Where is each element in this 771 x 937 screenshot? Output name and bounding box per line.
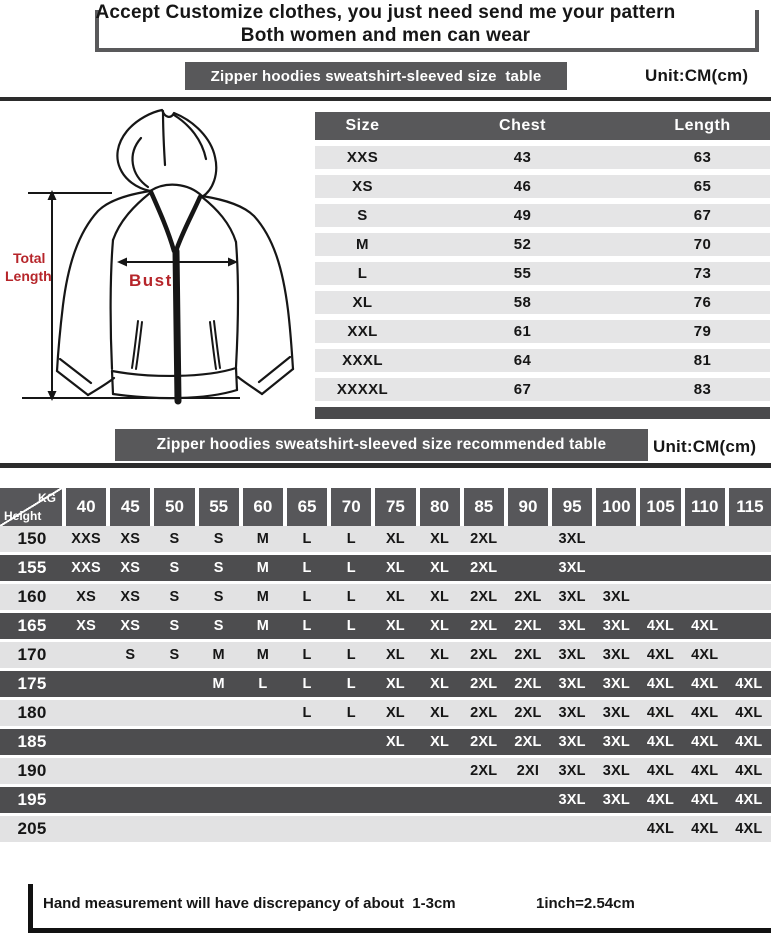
weight-column-header: 90	[508, 488, 548, 526]
recommended-table-row	[0, 787, 771, 813]
recommended-size-cell: 4XL	[735, 821, 763, 837]
size-table-cell: M	[356, 236, 369, 253]
title-line-1: Accept Customize clothes, you just need send me your pattern	[95, 2, 676, 23]
recommended-size-cell: L	[302, 676, 312, 692]
recommended-size-cell: XL	[430, 560, 450, 576]
size-table-cell: 43	[513, 149, 532, 166]
recommended-table-row	[0, 555, 771, 581]
recommended-size-cell: XL	[385, 676, 405, 692]
recommended-size-cell: L	[346, 531, 356, 547]
recommended-size-cell: L	[302, 618, 312, 634]
recommended-size-cell: 2XL	[470, 763, 498, 779]
recommended-size-cell: L	[346, 618, 356, 634]
recommended-size-cell: 3XL	[602, 589, 630, 605]
recommended-size-cell: L	[258, 676, 268, 692]
recommended-size-cell: 2XL	[514, 618, 542, 634]
recommended-size-cell: 4XL	[735, 705, 763, 721]
height-row-label: 185	[17, 732, 47, 751]
size-table-banner: Zipper hoodies sweatshirt-sleeved size table	[185, 62, 567, 90]
recommended-size-cell: 4XL	[646, 792, 675, 808]
recommended-size-cell: M	[212, 676, 225, 692]
measurement-note: Hand measurement will have discrepancy of about 1-3cm	[43, 895, 456, 912]
recommended-size-cell: S	[169, 618, 180, 634]
recommended-table-row	[0, 671, 771, 697]
weight-column-header: 75	[375, 488, 415, 526]
recommended-size-cell: M	[212, 647, 225, 663]
size-table-header-row	[315, 112, 770, 140]
recommended-size-cell: 2XL	[470, 618, 498, 634]
recommended-table-row	[0, 816, 771, 842]
recommended-size-cell: XS	[76, 589, 96, 605]
recommended-size-cell: 4XL	[646, 647, 675, 663]
weight-column-header: 100	[596, 488, 636, 526]
recommended-size-cell: 2XL	[470, 560, 498, 576]
recommended-size-cell: 3XL	[558, 531, 586, 547]
weight-column-header: 45	[110, 488, 150, 526]
recommended-size-cell: 3XL	[602, 676, 630, 692]
size-table-row	[315, 291, 770, 314]
total-length-arrow	[22, 190, 240, 401]
recommended-size-cell: M	[256, 647, 269, 663]
recommended-size-cell: XL	[430, 705, 450, 721]
section-divider	[0, 463, 771, 468]
recommended-size-cell: 2XL	[470, 734, 498, 750]
recommended-size-cell: XL	[430, 589, 450, 605]
size-table-cell: XL	[352, 294, 373, 311]
weight-column-header: 50	[154, 488, 194, 526]
recommended-size-cell: L	[302, 705, 312, 721]
recommended-table-row	[0, 729, 771, 755]
total-length-label-line2: Length	[5, 268, 52, 284]
size-table-cell: 63	[693, 149, 712, 166]
recommended-size-cell: S	[125, 647, 136, 663]
hoodie-outline-icon	[57, 110, 293, 401]
height-row-label: 205	[17, 819, 47, 838]
length-column-header: Length	[674, 117, 731, 134]
height-row-label: 170	[17, 645, 47, 664]
size-table-cell: XXXL	[342, 352, 383, 369]
size-table-cell: 49	[513, 207, 532, 224]
recommended-size-cell: L	[302, 589, 312, 605]
size-table-cell: 65	[693, 178, 712, 195]
recommended-size-cell: L	[302, 647, 312, 663]
size-table-cell: 79	[693, 323, 712, 340]
recommended-size-cell: 2XL	[514, 589, 542, 605]
recommended-size-cell: M	[256, 560, 269, 576]
weight-column-header: 95	[552, 488, 592, 526]
recommended-size-cell: 4XL	[735, 676, 763, 692]
recommended-size-cell: S	[169, 647, 180, 663]
size-table-cell: XXS	[346, 149, 379, 166]
recommended-size-cell: 4XL	[691, 792, 719, 808]
recommended-size-cell: 3XL	[558, 560, 586, 576]
size-table-row	[315, 262, 770, 285]
recommended-size-cell: 4XL	[735, 792, 763, 808]
diagram-labels	[5, 250, 173, 290]
size-table-row	[315, 146, 770, 169]
weight-column-header: 70	[331, 488, 371, 526]
recommended-size-cell: XL	[385, 531, 405, 547]
recommended-size-cell: L	[346, 589, 356, 605]
weight-header-row	[0, 488, 771, 526]
recommended-size-cell: 4XL	[646, 734, 675, 750]
height-row-label: 150	[17, 529, 47, 548]
footer-frame-horizontal-bar	[28, 928, 771, 933]
section-divider	[0, 97, 771, 101]
recommended-size-cell: 3XL	[602, 647, 630, 663]
size-table-cell: 58	[513, 294, 532, 311]
recommended-size-cell: 3XL	[558, 734, 586, 750]
recommended-size-cell: L	[346, 676, 356, 692]
recommended-size-cell: 4XL	[691, 821, 719, 837]
recommended-size-cell: 4XL	[691, 676, 719, 692]
recommended-size-cell: 2XL	[470, 531, 498, 547]
size-table-row	[315, 320, 770, 343]
recommended-table-banner: Zipper hoodies sweatshirt-sleeved size recommended table	[115, 429, 648, 461]
recommended-size-cell: 4XL	[691, 763, 719, 779]
inch-conversion-note: 1inch=2.54cm	[536, 895, 635, 912]
recommended-size-cell: XS	[120, 531, 141, 547]
height-row-label: 160	[17, 587, 47, 606]
recommended-size-cell: 3XL	[558, 647, 586, 663]
recommended-size-cell: M	[256, 531, 269, 547]
recommended-size-cell: XS	[120, 560, 141, 576]
height-row-label: 190	[17, 761, 47, 780]
recommended-size-cell: 2XL	[514, 676, 542, 692]
title-line-2: Both women and men can wear	[240, 25, 531, 46]
weight-column-header: 85	[464, 488, 504, 526]
recommended-size-cell: 2XL	[470, 676, 498, 692]
recommended-size-cell: S	[169, 531, 180, 547]
recommended-size-cell: 4XL	[735, 734, 763, 750]
recommended-size-cell: 3XL	[602, 734, 630, 750]
recommended-size-cell: 4XL	[691, 647, 719, 663]
recommended-size-cell: XS	[76, 618, 96, 634]
size-table-cell: XS	[352, 178, 373, 195]
size-table-cell: 61	[513, 323, 532, 340]
recommended-table-row	[0, 526, 771, 552]
recommended-table-row	[0, 758, 771, 784]
size-table-row	[315, 378, 770, 401]
size-table-cell: XXL	[347, 323, 378, 340]
size-table-cell: XXXXL	[336, 381, 389, 398]
size-table	[315, 112, 770, 419]
recommended-size-cell: S	[213, 618, 224, 634]
recommended-size-cell: S	[213, 560, 224, 576]
recommended-size-cell: XS	[120, 618, 141, 634]
recommended-size-cell: 2XL	[470, 647, 498, 663]
corner-cell	[0, 488, 62, 526]
recommended-size-cell: 3XL	[558, 705, 586, 721]
size-table-row	[315, 233, 770, 256]
recommended-size-cell: 2XL	[470, 589, 498, 605]
recommended-size-cell: 3XL	[558, 763, 586, 779]
recommended-size-cell: 3XL	[558, 589, 586, 605]
recommended-size-cell: 4XL	[646, 676, 675, 692]
recommended-table-row	[0, 642, 771, 668]
recommended-size-cell: 3XL	[602, 792, 630, 808]
recommended-size-cell: XXS	[71, 531, 101, 547]
recommended-size-cell: XL	[385, 705, 405, 721]
weight-column-header: 60	[243, 488, 283, 526]
footer-frame-vertical-bar	[28, 884, 33, 933]
height-row-label: 180	[17, 703, 47, 722]
size-table-cell: 46	[513, 178, 532, 195]
recommended-size-cell: XL	[430, 618, 450, 634]
recommended-size-cell: 4XL	[691, 705, 719, 721]
height-corner-label: Height	[4, 509, 42, 523]
recommended-size-cell: 4XL	[646, 821, 675, 837]
recommended-size-cell: S	[213, 589, 224, 605]
height-row-label: 165	[17, 616, 47, 635]
recommended-size-cell: M	[256, 618, 269, 634]
size-table-cell: 55	[513, 265, 532, 282]
recommended-size-cell: S	[169, 589, 180, 605]
size-table-row	[315, 204, 770, 227]
recommended-size-cell: L	[346, 705, 356, 721]
size-table-cell: 67	[693, 207, 712, 224]
size-table-cell: S	[357, 207, 368, 224]
size-table-cell: 81	[693, 352, 712, 369]
size-table-row	[315, 175, 770, 198]
recommended-size-cell: 2XL	[514, 734, 542, 750]
recommended-size-cell: L	[302, 531, 312, 547]
recommended-size-cell: XL	[385, 734, 405, 750]
weight-column-header: 40	[66, 488, 106, 526]
recommended-size-cell: 2XI	[516, 763, 540, 779]
recommended-size-cell: M	[256, 589, 269, 605]
recommended-size-cell: 3XL	[558, 676, 586, 692]
hoodie-measurement-diagram	[0, 105, 315, 425]
weight-column-header: 110	[685, 488, 725, 526]
hoodie-diagram-icon	[0, 105, 315, 425]
size-table-cell: L	[357, 265, 368, 282]
recommended-size-cell: 4XL	[735, 763, 763, 779]
weight-column-header: 65	[287, 488, 327, 526]
recommended-size-cell: S	[169, 560, 180, 576]
recommended-size-cell: 4XL	[691, 734, 719, 750]
recommended-size-cell: XS	[120, 589, 141, 605]
recommended-size-cell: 3XL	[602, 763, 630, 779]
weight-column-header: 105	[640, 488, 680, 526]
bust-label: Bust	[129, 271, 173, 290]
recommended-size-cell: 2XL	[514, 647, 542, 663]
recommended-size-cell: 4XL	[646, 705, 675, 721]
recommended-size-cell: XL	[385, 647, 405, 663]
size-column-header: Size	[345, 117, 380, 134]
size-table-cell: 76	[693, 294, 712, 311]
size-table-row	[315, 349, 770, 372]
recommended-size-cell: 3XL	[602, 618, 630, 634]
recommended-table-unit-label: Unit:CM(cm)	[653, 437, 757, 456]
size-table-unit-label: Unit:CM(cm)	[645, 66, 749, 85]
recommended-size-cell: 4XL	[691, 618, 719, 634]
size-table-cell: 83	[693, 381, 712, 398]
weight-column-header: 55	[199, 488, 239, 526]
recommended-size-cell: 4XL	[646, 618, 675, 634]
recommended-table-row	[0, 700, 771, 726]
recommended-size-cell: 3XL	[602, 705, 630, 721]
total-length-label-line1: Total	[13, 250, 46, 266]
recommended-size-cell: L	[346, 560, 356, 576]
size-table-cell: 73	[693, 265, 712, 282]
recommended-size-table	[0, 488, 771, 845]
recommended-size-cell: 3XL	[558, 618, 586, 634]
recommended-size-cell: 2XL	[470, 705, 498, 721]
size-table-cell: 52	[513, 236, 532, 253]
height-row-label: 155	[17, 558, 47, 577]
recommended-size-cell: XL	[430, 647, 450, 663]
recommended-size-cell: XXS	[71, 560, 101, 576]
recommended-size-cell: 4XL	[646, 763, 675, 779]
recommended-size-cell: XL	[430, 531, 450, 547]
recommended-size-cell: XL	[385, 589, 405, 605]
weight-column-header: 115	[729, 488, 771, 526]
recommended-size-cell: XL	[430, 676, 450, 692]
kg-corner-label: KG	[38, 491, 56, 505]
recommended-size-cell: L	[346, 647, 356, 663]
height-row-label: 175	[17, 674, 47, 693]
recommended-size-cell: XL	[385, 618, 405, 634]
recommended-size-cell: 3XL	[558, 792, 586, 808]
recommended-size-cell: XL	[385, 560, 405, 576]
recommended-size-cell: XL	[430, 734, 450, 750]
recommended-table-row	[0, 584, 771, 610]
recommended-size-cell: 2XL	[514, 705, 542, 721]
recommended-size-cell: L	[302, 560, 312, 576]
size-table-footer-bar	[315, 407, 770, 419]
size-table-cell: 70	[693, 236, 712, 253]
size-table-cell: 67	[513, 381, 532, 398]
recommended-size-cell: S	[213, 531, 224, 547]
size-table-body	[315, 146, 770, 401]
size-table-cell: 64	[513, 352, 532, 369]
weight-column-header: 80	[420, 488, 460, 526]
recommended-table-body	[0, 526, 771, 842]
page-title	[0, 1, 771, 47]
chest-column-header: Chest	[499, 117, 546, 134]
height-row-label: 195	[17, 790, 47, 809]
recommended-table-row	[0, 613, 771, 639]
